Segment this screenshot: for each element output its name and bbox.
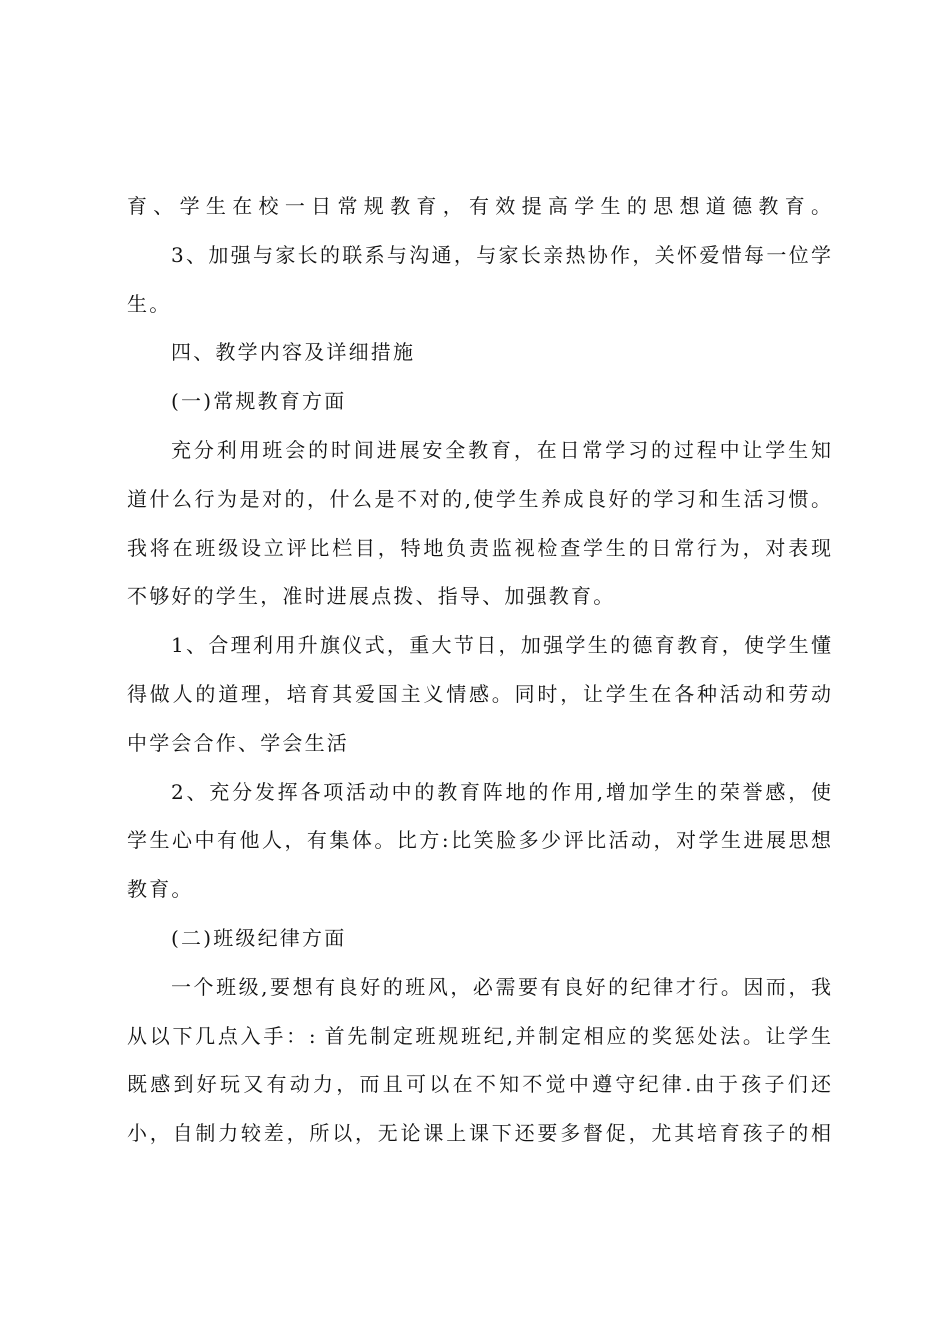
text-line: 得做人的道理，培育其爱国主义情感。同时，让学生在各种活动和劳动 xyxy=(127,681,831,706)
text-line: 既感到好玩又有动力，而且可以在不知不觉中遵守纪律.由于孩子们还 xyxy=(127,1072,831,1097)
text-line: 我将在班级设立评比栏目，特地负责监视检查学生的日常行为，对表现 xyxy=(127,535,831,560)
text-line: 学生心中有他人，有集体。比方:比笑脸多少评比活动，对学生进展思想 xyxy=(127,828,831,853)
text-line: 充分利用班会的时间进展安全教育，在日常学习的过程中让学生知 xyxy=(171,437,831,462)
text-line: 生。 xyxy=(127,291,172,316)
document-body xyxy=(127,182,831,1158)
text-line: 道什么行为是对的，什么是不对的,使学生养成良好的学习和生活习惯。 xyxy=(127,486,831,511)
subsection-heading: (二)班级纪律方面 xyxy=(171,925,347,950)
section-heading: 四、教学内容及详细措施 xyxy=(171,340,416,365)
subsection-heading: (一)常规教育方面 xyxy=(171,389,347,414)
text-line: 从以下几点入手：: 首先制定班规班纪,并制定相应的奖惩处法。让学生 xyxy=(127,1023,831,1048)
text-line: 3、加强与家长的联系与沟通，与家长亲热协作，关怀爱惜每一位学 xyxy=(171,242,831,267)
text-line: 小，自制力较差，所以，无论课上课下还要多督促，尤其培育孩子的相 xyxy=(127,1121,831,1146)
text-line: 2、充分发挥各项活动中的教育阵地的作用,增加学生的荣誉感，使 xyxy=(171,779,831,804)
text-line: 不够好的学生，准时进展点拨、指导、加强教育。 xyxy=(127,584,616,609)
text-line: 1、合理利用升旗仪式，重大节日，加强学生的德育教育，使学生懂 xyxy=(171,633,831,658)
text-line: 教育。 xyxy=(127,877,194,902)
text-line: 育、学生在校一日常规教育，有效提高学生的思想道德教育。 xyxy=(127,194,831,218)
text-line: 一个班级,要想有良好的班风，必需要有良好的纪律才行。因而，我 xyxy=(171,974,831,999)
text-line: 中学会合作、学会生活 xyxy=(127,730,349,755)
